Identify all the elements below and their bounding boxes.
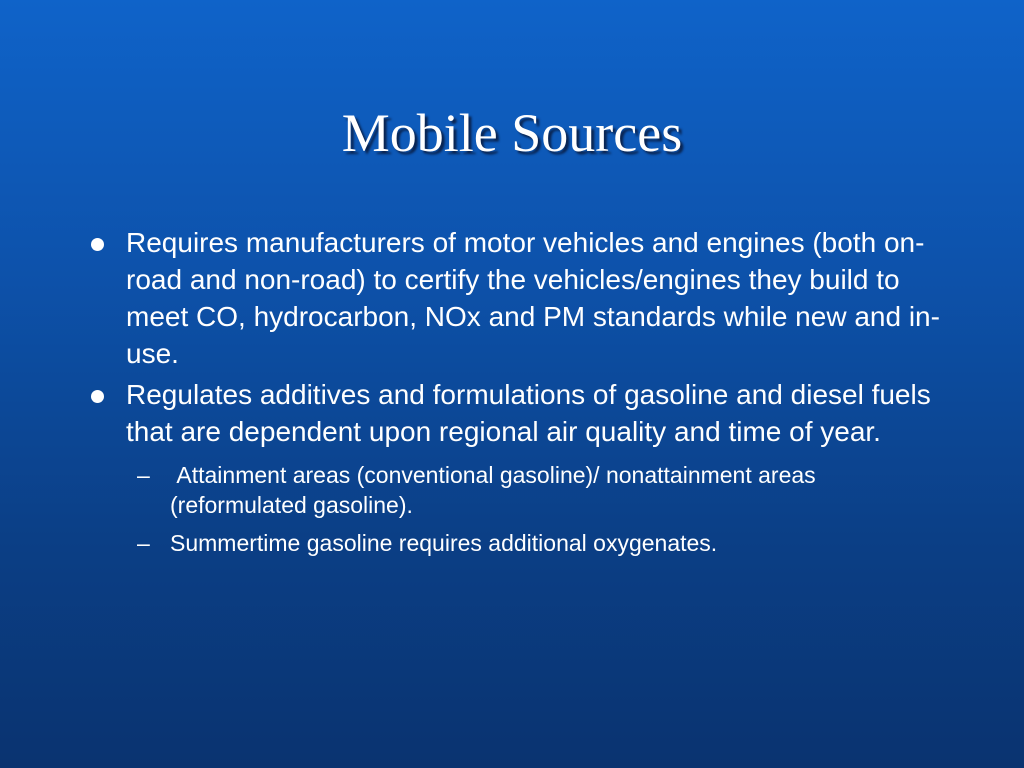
bullet-dot-icon (91, 238, 104, 251)
bullet-text: Requires manufacturers of motor vehicles and engines (both on-road and non-road) to certify the vehicles/engines they build to meet CO, hydrocarbon, NOx and PM standards while new and in-use. (126, 227, 940, 369)
sub-bullet-text: Attainment areas (conventional gasoline)/ nonattainment areas (reformulated gasoline). (170, 462, 823, 518)
sub-bullet-item (0, 528, 1024, 558)
bullet-item (0, 376, 1024, 558)
dash-icon: – (137, 462, 150, 488)
bullet-text: Regulates additives and formulations of gasoline and diesel fuels that are dependent upon regional air quality and time of year. (126, 379, 931, 447)
bullet-dot-icon (91, 390, 104, 403)
sub-bullet-text: Summertime gasoline requires additional oxygenates. (170, 530, 718, 556)
bullet-list (0, 224, 1024, 566)
sub-bullet-item (0, 460, 1024, 520)
slide-title: Mobile Sources (341, 103, 683, 163)
dash-icon: – (137, 530, 150, 556)
sub-bullet-list (0, 460, 1024, 558)
bullet-item (0, 224, 1024, 372)
